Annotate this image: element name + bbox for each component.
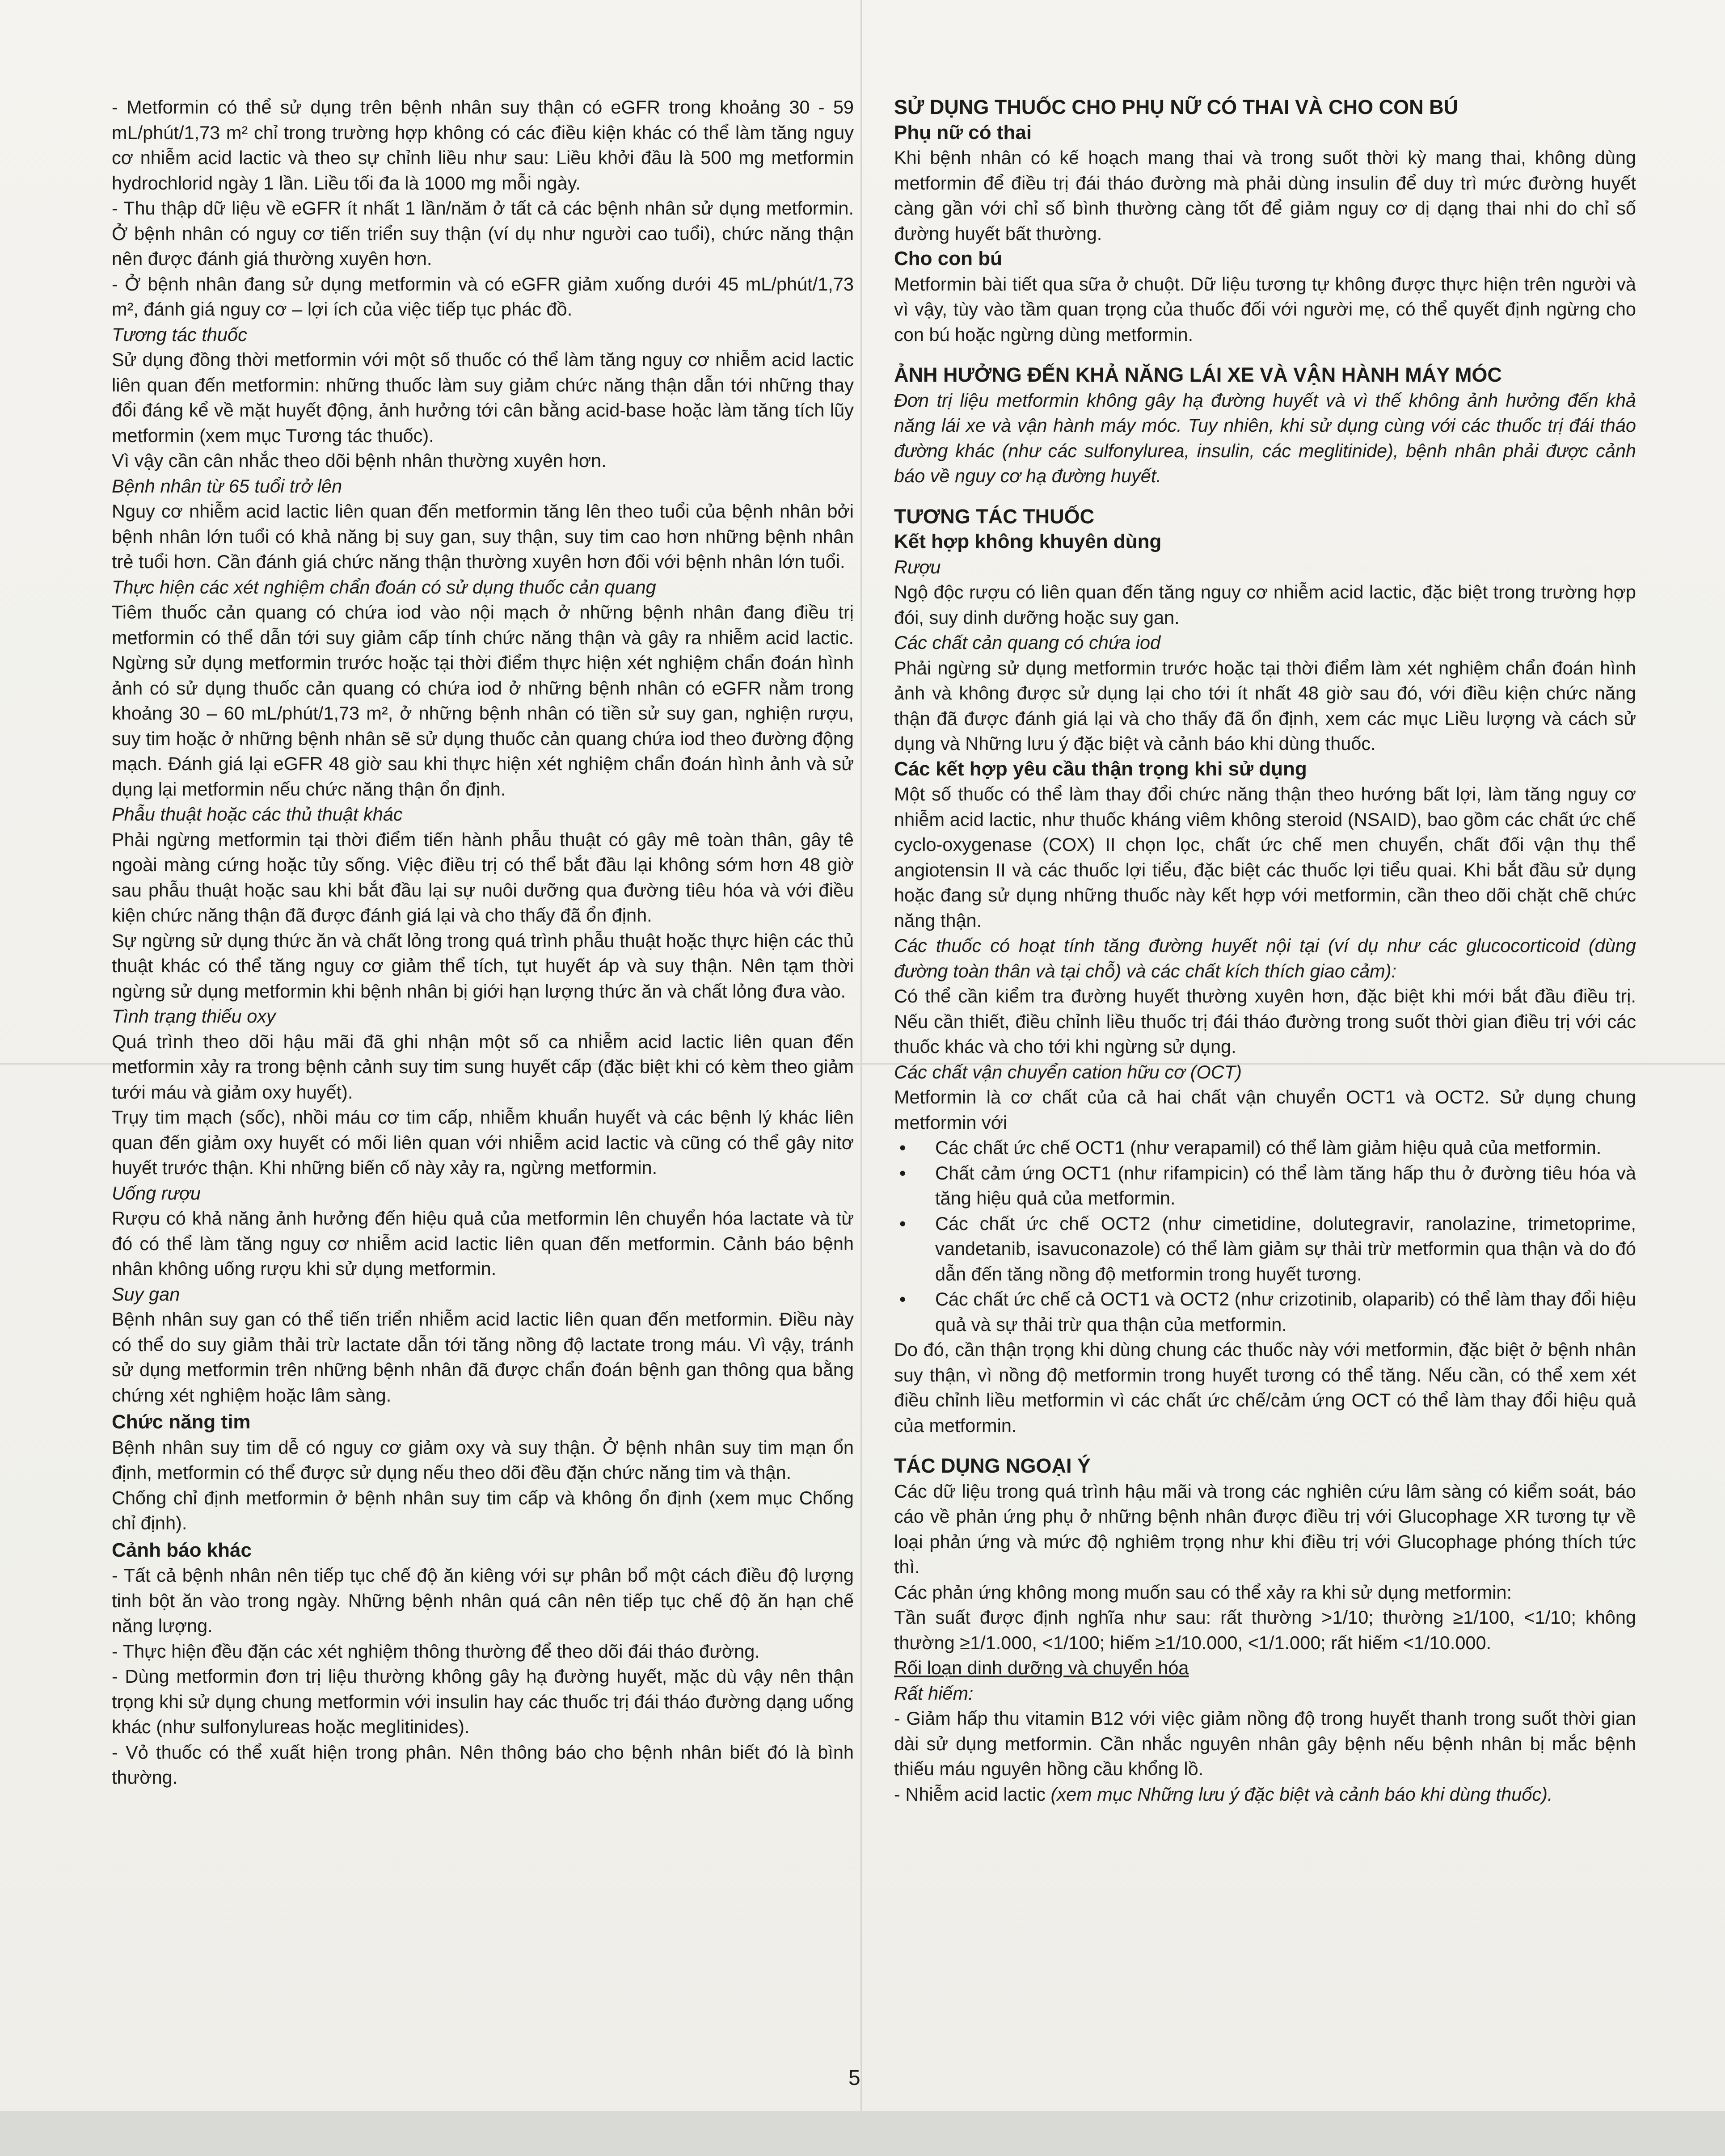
lactic-acidosis-text: - Nhiễm acid lactic	[894, 1783, 1051, 1805]
paragraph-cardiac-2: Chống chỉ định metformin ở bệnh nhân suy tim cấp và không ổn định (xem mục Chống chỉ định).	[112, 1487, 854, 1533]
subheading-alcohol: Uống rượu	[112, 1182, 201, 1204]
paragraph-diet: - Tất cả bệnh nhân nên tiếp tục chế độ ăn kiêng với sự phân bổ một cách điều độ lượng tinh bột ăn vào trong ngày. Những bệnh nhân quá cân nên tiếp tục chế độ ăn hạn chế năng lượng.	[112, 1565, 854, 1636]
paragraph-hypoxia-1: Quá trình theo dõi hậu mãi đã ghi nhận một số ca nhiễm acid lactic liên quan đến metformin xảy ra trong bệnh cảnh suy tim sung huyết cấp (đặc biệt khi có kèm theo giảm tưới máu và giảm oxy huyết).	[112, 1031, 854, 1103]
subheading-hyperglycemic-drugs: Các thuốc có hoạt tính tăng đường huyết nội tại (ví dụ như các glucocorticoid (dùng đường toàn thân và tại chỗ) và các chất kích thích giao cảm):	[894, 935, 1636, 981]
subheading-elderly: Bệnh nhân từ 65 tuổi trở lên	[112, 475, 342, 497]
subheading-surgery: Phẫu thuật hoặc các thủ thuật khác	[112, 804, 403, 825]
paragraph-lactation: Metformin bài tiết qua sữa ở chuột. Dữ liệu tương tự không được thực hiện trên người và vì vậy, tùy vào tầm quan trọng của thuốc đối với người mẹ, có thể quyết định ngừng cho con bú hoặc ngừng dùng metformin.	[894, 273, 1636, 345]
paragraph-interaction: Sử dụng đồng thời metformin với một số thuốc có thể làm tăng nguy cơ nhiễm acid lactic liên quan đến metformin: những thuốc làm suy giảm chức năng thận dẫn tới những thay đổi đáng kể về mặt huyết động, ảnh hưởng tới cân bằng acid-base hoặc làm tăng tích lũy metformin (xem mục Tương tác thuốc).	[112, 349, 854, 446]
heading-drug-interactions: TƯƠNG TÁC THUỐC	[894, 505, 1095, 528]
oct-bullet-list	[894, 1135, 1636, 1337]
lactic-acidosis-reference: (xem mục Những lưu ý đặc biệt và cảnh báo khi dùng thuốc).	[1050, 1783, 1553, 1805]
subheading-drug-interaction: Tương tác thuốc	[112, 324, 247, 345]
subheading-not-recommended: Kết hợp không khuyên dùng	[894, 531, 1162, 552]
list-item: • Các chất ức chế OCT1 (như verapamil) có thể làm giảm hiệu quả của metformin.	[935, 1135, 1636, 1161]
right-column	[894, 95, 1636, 1807]
paragraph-egfr-monitoring: - Thu thập dữ liệu về eGFR ít nhất 1 lần/năm ở tất cả các bệnh nhân sử dụng metformin. Ở bệnh nhân có nguy cơ tiến triển suy thận (ví dụ như người cao tuổi), chức năng thận nên được đánh giá thường xuyên hơn.	[112, 198, 854, 269]
subheading-lactation: Cho con bú	[894, 248, 1002, 270]
paragraph-caution-combinations: Một số thuốc có thể làm thay đổi chức năng thận theo hướng bất lợi, làm tăng nguy cơ nhiễm acid lactic, như thuốc kháng viêm không steroid (NSAID), bao gồm các chất ức chế cyclo-oxygenase (COX) II chọn lọc, chất ức chế men chuyển, chất đối vận thụ thể angiotensin II và các thuốc lợi tiểu, đặc biệt các thuốc lợi tiểu quai. Khi bắt đầu sử dụng hoặc đang sử dụng những thuốc này kết hợp với metformin, cần theo dõi chặt chẽ chức năng thận.	[894, 783, 1636, 931]
paragraph-contrast-agents: Tiêm thuốc cản quang có chứa iod vào nội mạch ở những bệnh nhân đang điều trị metformin có thể dẫn tới suy giảm cấp tính chức năng thận và gây ra nhiễm acid lactic. Ngừng sử dụng metformin trước hoặc tại thời điểm thực hiện xét nghiệm chẩn đoán hình ảnh có sử dụng thuốc cản quang có chứa iod ở những bệnh nhân có eGFR nằm trong khoảng 30 – 60 mL/phút/1,73 m², ở những bệnh nhân có tiền sử suy gan, nghiện rượu, suy tim hoặc ở những bệnh nhân sẽ sử dụng thuốc cản quang chứa iod theo đường động mạch. Đánh giá lại eGFR 48 giờ sau khi thực hiện xét nghiệm chẩn đoán hình ảnh và sử dụng lại metformin nếu chức năng thận ổn định.	[112, 602, 854, 800]
subheading-oct: Các chất vận chuyển cation hữu cơ (OCT)	[894, 1061, 1242, 1082]
paragraph-b12: - Giảm hấp thu vitamin B12 với việc giảm nồng độ trong huyết thanh trong suốt thời gian dài sử dụng metformin. Cần nhắc nguyên nhân gây bệnh nếu bệnh nhân bị mắc bệnh thiếu máu nguyên hồng cầu khổng lồ.	[894, 1708, 1636, 1779]
paragraph-monitoring: Vì vậy cần cân nhắc theo dõi bệnh nhân thường xuyên hơn.	[112, 450, 607, 471]
paragraph-oct: Metformin là cơ chất của cả hai chất vận chuyển OCT1 và OCT2. Sử dụng chung metformin với	[894, 1086, 1636, 1133]
heading-adverse-effects: TÁC DỤNG NGOẠI Ý	[894, 1454, 1091, 1477]
paragraph-cardiac-1: Bệnh nhân suy tim dễ có nguy cơ giảm oxy và suy thận. Ở bệnh nhân suy tim mạn ổn định, metformin có thể được sử dụng nếu theo dõi đều đặn chức năng tim và thận.	[112, 1436, 854, 1483]
paragraph-oct-caution: Do đó, cần thận trọng khi dùng chung các thuốc này với metformin, đặc biệt ở bệnh nhân suy thận, vì nồng độ metformin trong huyết tương có thể tăng. Nếu cần, có thể xem xét điều chỉnh liều metformin vì các chất ức chế/cảm ứng OCT có thể làm thay đổi hiệu quả của metformin.	[894, 1339, 1636, 1436]
paragraph-tests: - Thực hiện đều đặn các xét nghiệm thông thường để theo dõi đái tháo đường.	[112, 1640, 760, 1662]
list-item: • Các chất ức chế cả OCT1 và OCT2 (như crizotinib, olaparib) có thể làm thay đổi hiệu quả và sự thải trừ qua thận của metformin.	[935, 1287, 1636, 1337]
paragraph-pregnancy: Khi bệnh nhân có kế hoạch mang thai và trong suốt thời kỳ mang thai, không dùng metformin để điều trị đái tháo đường mà phải dùng insulin để duy trì mức đường huyết càng gần với chỉ số bình thường càng tốt để giảm nguy cơ dị dạng thai nhi do chỉ số đường huyết bất thường.	[894, 147, 1636, 244]
paragraph-egfr-30-59: - Metformin có thể sử dụng trên bệnh nhân suy thận có eGFR trong khoảng 30 - 59 mL/phút/1,73 m² chỉ trong trường hợp không có các điều kiện khác có thể làm tăng nguy cơ nhiễm acid lactic và theo sự chỉnh liều như sau: Liều khởi đầu là 500 mg metformin hydrochlorid ngày 1 lần. Liều tối đa là 1000 mg mỗi ngày.	[112, 97, 854, 194]
paragraph-egfr-below-45: - Ở bệnh nhân đang sử dụng metformin và có eGFR giảm xuống dưới 45 mL/phút/1,73 m², đánh giá nguy cơ – lợi ích của việc tiếp tục phác đồ.	[112, 273, 854, 320]
paragraph-frequency: Tần suất được định nghĩa như sau: rất thường >1/10; thường ≥1/100, <1/10; không thường ≥1/1.000, <1/100; hiếm ≥1/10.000, <1/1.000; rất hiếm <1/10.000.	[894, 1607, 1636, 1653]
paper-fold-vertical	[860, 0, 862, 2156]
paragraph-hyperglycemic-drugs: Có thể cần kiểm tra đường huyết thường xuyên hơn, đặc biệt khi mới bắt đầu điều trị. Nếu cần thiết, điều chỉnh liều thuốc trị đái tháo đường trong suốt thời gian điều trị với các thuốc khác và cho tới khi ngừng sử dụng.	[894, 985, 1636, 1057]
paragraph-driving: Đơn trị liệu metformin không gây hạ đường huyết và vì thế không ảnh hưởng đến khả năng lái xe và vận hành máy móc. Tuy nhiên, khi sử dụng cùng với các thuốc trị đái tháo đường khác (như các sulfonylurea, insulin, các meglitinide), bệnh nhân phải được cảnh báo về nguy cơ hạ đường huyết.	[894, 389, 1636, 486]
subheading-liver: Suy gan	[112, 1283, 180, 1305]
heading-cardiac-function: Chức năng tim	[112, 1411, 251, 1433]
paragraph-hypoglycemia: - Dùng metformin đơn trị liệu thường không gây hạ đường huyết, mặc dù vậy nên thận trọng khi sử dụng chung metformin với insulin hay các thuốc trị đái tháo đường dạng uống khác (như sulfonylureas hoặc meglitinides).	[112, 1666, 854, 1737]
paragraph-iodinated-contrast: Phải ngừng sử dụng metformin trước hoặc tại thời điểm làm xét nghiệm chẩn đoán hình ảnh và không được sử dụng lại cho tới ít nhất 48 giờ sau đó, với điều kiện chức năng thận đã được đánh giá lại và cho thấy đã ổn định, xem các mục Liều lượng và cách sử dụng và Những lưu ý đặc biệt và cảnh báo khi dùng thuốc.	[894, 657, 1636, 754]
heading-other-warnings: Cảnh báo khác	[112, 1539, 252, 1561]
paragraph-alcohol: Rượu có khả năng ảnh hưởng đến hiệu quả của metformin lên chuyển hóa lactate và từ đó có thể làm tăng nguy cơ nhiễm acid lactic liên quan đến metformin. Cảnh báo bệnh nhân không uống rượu khi sử dụng metformin.	[112, 1208, 854, 1279]
paragraph-liver: Bệnh nhân suy gan có thể tiến triển nhiễm acid lactic liên quan đến metformin. Điều này có thể do suy giảm thải trừ lactate dẫn tới tăng nồng độ lactate trong máu. Vì vậy, tránh sử dụng metformin trên những bệnh nhân đã được chẩn đoán bệnh gan thông qua bằng chứng xét nghiệm hoặc lâm sàng.	[112, 1309, 854, 1406]
paragraph-fasting: Sự ngừng sử dụng thức ăn và chất lỏng trong quá trình phẫu thuật hoặc thực hiện các thủ thuật khác có thể tăng nguy cơ giảm thể tích, tụt huyết áp và suy thận. Nên tạm thời ngừng sử dụng metformin khi bệnh nhân bị giới hạn lượng thức ăn và chất lỏng đưa vào.	[112, 930, 854, 1002]
subheading-pregnancy: Phụ nữ có thai	[894, 121, 1032, 143]
paragraph-surgery: Phải ngừng metformin tại thời điểm tiến hành phẫu thuật có gây mê toàn thân, gây tê ngoài màng cứng hoặc tủy sống. Việc điều trị có thể bắt đầu lại không sớm hơn 48 giờ sau phẫu thuật hoặc sau khi bắt đầu lại sự nuôi dưỡng qua đường tiêu hóa và với điều kiện chức năng thận đã được đánh giá lại và cho thấy đã ổn định.	[112, 829, 854, 926]
subheading-caution-combinations: Các kết hợp yêu cầu thận trọng khi sử dụng	[894, 758, 1307, 780]
paragraph-elderly: Nguy cơ nhiễm acid lactic liên quan đến metformin tăng lên theo tuổi của bệnh nhân bởi bệnh nhân lớn tuổi có khả năng bị suy gan, suy thận, suy tim cao hơn những bệnh nhân trẻ tuổi hơn. Cần đánh giá chức năng thận thường xuyên hơn đối với bệnh nhân lớn tuổi.	[112, 501, 854, 572]
subheading-iodinated-contrast: Các chất cản quang có chứa iod	[894, 632, 1161, 653]
paragraph-lactic-acidosis	[894, 1782, 1636, 1807]
subheading-contrast-agents: Thực hiện các xét nghiệm chẩn đoán có sử dụng thuốc cản quang	[112, 576, 656, 598]
paragraph-tablet-shell: - Vỏ thuốc có thể xuất hiện trong phân. Nên thông báo cho bệnh nhân biết đó là bình thường.	[112, 1741, 854, 1788]
subheading-alcohol: Rượu	[894, 556, 941, 577]
list-item: • Các chất ức chế OCT2 (như cimetidine, dolutegravir, ranolazine, trimetoprime, vandetanib, isavuconazole) có thể làm giảm sự thải trừ metformin qua thận và do đó dẫn đến tăng nồng độ metformin trong huyết tương.	[935, 1211, 1636, 1287]
left-column	[112, 95, 854, 1790]
subheading-very-rare: Rất hiếm:	[894, 1682, 974, 1704]
scan-bottom-edge	[0, 2111, 1725, 2156]
heading-driving: ẢNH HƯỞNG ĐẾN KHẢ NĂNG LÁI XE VÀ VẬN HÀNH MÁY MÓC	[894, 363, 1502, 386]
subheading-hypoxia: Tình trạng thiếu oxy	[112, 1006, 276, 1027]
page-number: 5	[848, 2066, 860, 2090]
subheading-metabolism: Rối loạn dinh dưỡng và chuyển hóa	[894, 1657, 1189, 1678]
paragraph-alcohol: Ngộ độc rượu có liên quan đến tăng nguy cơ nhiễm acid lactic, đặc biệt trong trường hợp đói, suy dinh dưỡng hoặc suy gan.	[894, 581, 1636, 628]
paragraph-hypoxia-2: Trụy tim mạch (sốc), nhồi máu cơ tim cấp, nhiễm khuẩn huyết và các bệnh lý khác liên quan đến giảm oxy huyết có mối liên quan với nhiễm acid lactic và cũng có thể gây nitơ huyết trước thận. Khi những biến cố này xảy ra, ngừng metformin.	[112, 1107, 854, 1178]
list-item: • Chất cảm ứng OCT1 (như rifampicin) có thể làm tăng hấp thu ở đường tiêu hóa và tăng hiệu quả của metformin.	[935, 1161, 1636, 1211]
heading-pregnancy-lactation: SỬ DỤNG THUỐC CHO PHỤ NỮ CÓ THAI VÀ CHO CON BÚ	[894, 96, 1459, 118]
paragraph-adverse-2: Các phản ứng không mong muốn sau có thể xảy ra khi sử dụng metformin:	[894, 1581, 1512, 1603]
paragraph-adverse-1: Các dữ liệu trong quá trình hậu mãi và trong các nghiên cứu lâm sàng có kiểm soát, báo cáo về phản ứng phụ ở những bệnh nhân được điều trị với Glucophage XR tương tự về loại phản ứng và mức độ nghiêm trọng như khi điều trị với Glucophage phóng thích tức thì.	[894, 1480, 1636, 1577]
